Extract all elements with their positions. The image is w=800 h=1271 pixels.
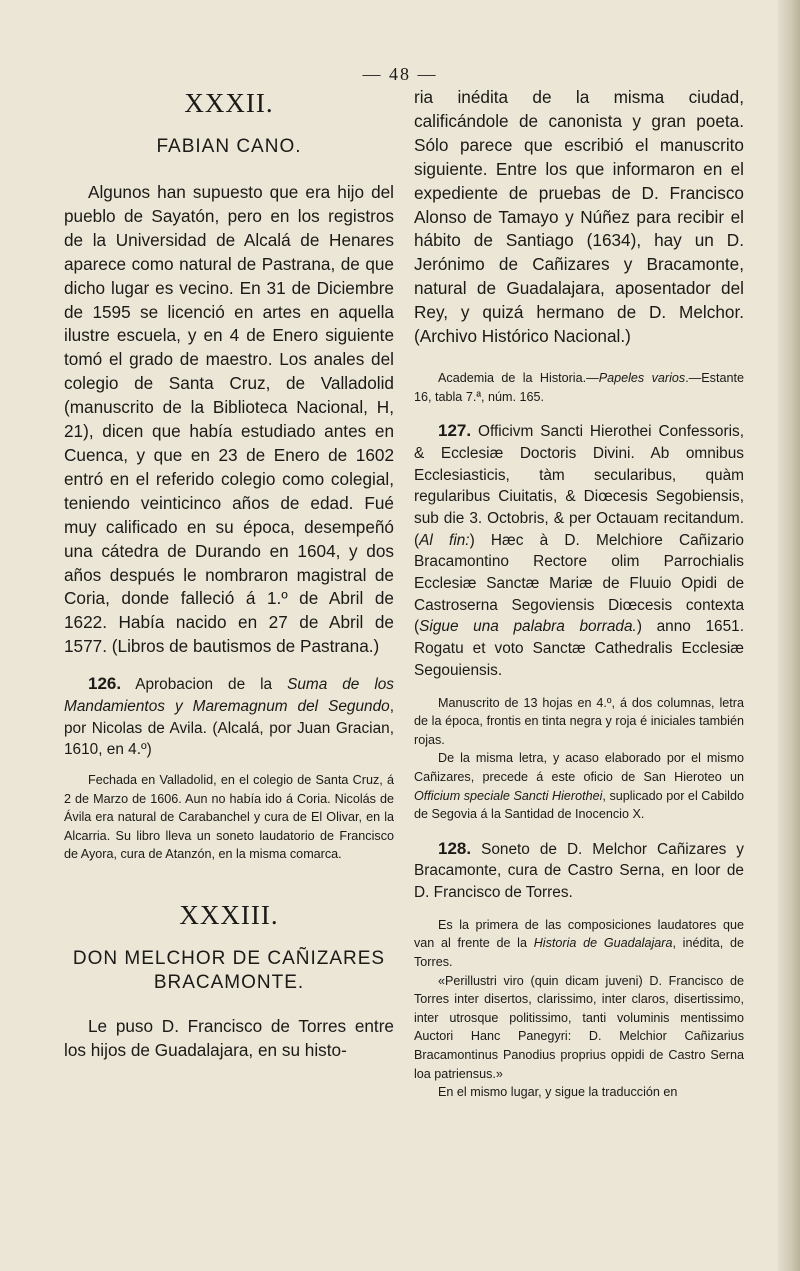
section-name-canizares: DON MELCHOR DE CAÑIZARES BRACAMONTE. xyxy=(72,947,386,993)
entry-127 xyxy=(414,420,744,681)
entry-text: Officivm Sancti Hierothei Confessoris, & Ecclesiæ Doctoris Divini. Ab omnibus Ecclesiasticis, tàm secularibus, quàm regularibus Ciuitatis, & Diœcesis Segobiensis, sub die 3. Octobris, & per Octauam recitandum. ( xyxy=(414,423,744,549)
note-title: Historia de Guadalajara xyxy=(533,936,673,951)
note-127-description: Manuscrito de 13 hojas en 4.º, á dos columnas, letra de la época, frontis en tinta negra y roja é iniciales también rojas. xyxy=(414,695,744,747)
section-heading-xxxii: XXXII. xyxy=(184,88,274,118)
page-number: — 48 — xyxy=(362,64,438,84)
entry-italic: Al fin: xyxy=(419,531,470,549)
source-note-title: Papeles varios xyxy=(598,370,686,385)
entry-text: , por Nicolas de Avila. (Alcalá, por Juan Gracian, 1610, en 4.º) xyxy=(64,697,394,759)
entry-text: Soneto de D. Melchor Cañizares y Bracamonte, cura de Castro Serna, en loor de D. Francisco de Torres. xyxy=(414,840,744,902)
right-column xyxy=(414,86,744,1102)
note-text: Es la primera de las composiciones laudatores que van al frente de la xyxy=(414,917,744,951)
note-text: , suplicado por el Cabildo de Segovia á la Santidad de Inocencio X. xyxy=(414,788,744,822)
biography-paragraph-2: Le puso D. Francisco de Torres entre los hijos de Guadalajara, en su histo- xyxy=(64,1015,394,1060)
note-126: Fechada en Valladolid, en el colegio de Santa Cruz, á 2 de Marzo de 1606. Aun no había ido á Coria. Nicolás de Ávila era natural de Carabanchel y cura de El Olivar, en la Alcarria. Su libro lleva un soneto laudatorio de Francisco de Ayora, cura de Atanzón, en la misma comarca. xyxy=(64,772,394,862)
continued-paragraph: ria inédita de la misma ciudad, calificándole de canonista y gran poeta. Sólo parece que escribió el manuscrito siguiente. Entre los que informaron en el expediente de pruebas de D. Francisco Alonso de Tamayo y Núñez para recibir el hábito de Santiago (1634), hay un D. Jerónimo de Cañizares y Bracamonte, natural de Guadalajara, aposentador del Rey, y quizá hermano de D. Melchor. (Archivo Histórico Nacional.) xyxy=(414,87,744,347)
entry-128 xyxy=(414,838,744,904)
source-note-text: .—Estante 16, tabla 7.ª, núm. 165. xyxy=(414,370,744,404)
note-128-intro xyxy=(414,916,744,972)
page-edge-shadow xyxy=(778,0,800,1271)
entry-text: Aprobacion de la xyxy=(121,676,288,694)
entry-text: ) anno 1651. Rogatu et voto Sanctæ Cathedralis Ecclesiæ Segouiensis. xyxy=(414,618,744,679)
entry-italic: Sigue una palabra borrada. xyxy=(419,618,637,636)
entry-number: 127. xyxy=(438,421,472,441)
section-heading-xxxiii: XXXIII. xyxy=(179,899,279,930)
entry-number: 128. xyxy=(438,838,472,858)
note-text: De la misma letra, y acaso elaborado por el mismo Cañizares, precede á este oficio de San Hieroteo un xyxy=(414,751,744,784)
note-text: , inédita, de Torres. xyxy=(414,936,744,970)
note-128-continuation: En el mismo lugar, y sigue la traducción en xyxy=(438,1085,678,1100)
note-128-quote: «Perillustri viro (quin dicam juveni) D. Francisco de Torres inter disertos, clarissimo, inter claros, disertissimo, inter utrosque politissimo, tanti voluminis mentissimo Auctori Hanc Panegyri: D. Melchior Cañizarius Bracamontinus Panodius proprius oppidi de Castro Serna loa patriensus.» xyxy=(414,973,744,1081)
entry-number: 126. xyxy=(88,674,122,694)
left-column xyxy=(64,86,394,1063)
entry-126 xyxy=(64,673,394,761)
biography-paragraph: Algunos han supuesto que era hijo del pueblo de Sayatón, pero en los registros de la Universidad de Alcalá de Henares aparece como natural de Pastrana, de que dicho lugar es vecino. En 31 de Diciembre de 1595 se licenció en artes en aquella ilustre escuela, y en 4 de Enero siguiente tomó el grado de maestro. Los anales del colegio de Santa Cruz, de Valladolid (manuscrito de la Biblioteca Nacional, H, 21), dicen que había estudiado antes en Cuenca, y que en 23 de Enero de 1602 entró en el referido colegio como colegial, teniendo veinticinco años de edad. Fué muy calificado en su época, desempeñó una cátedra de Durando en 1604, y dos años después le nombraron magistral de Coria, donde falleció á 1.º de Abril de 1622. Había nacido en 27 de Abril de 1577. (Libros de bautismos de Pastrana.) xyxy=(64,182,394,657)
note-127-addition xyxy=(414,749,744,823)
source-note-text: Academia de la Historia.— xyxy=(438,370,599,385)
source-note xyxy=(414,369,744,406)
entry-title: Suma de los Mandamientos y Maremagnum del Segundo xyxy=(64,676,394,715)
note-title: Officium speciale Sancti Hierothei xyxy=(414,788,603,803)
section-name-fabian-cano: FABIAN CANO. xyxy=(156,136,302,157)
entry-text: ) Hæc à D. Melchiore Cañizario Bracamontino Rectore olim Parrochialis Ecclesiæ Sanctæ Mariæ de Fluuio Opidi de Castroserna Segoviensis Diœcesis contexta ( xyxy=(414,531,744,636)
